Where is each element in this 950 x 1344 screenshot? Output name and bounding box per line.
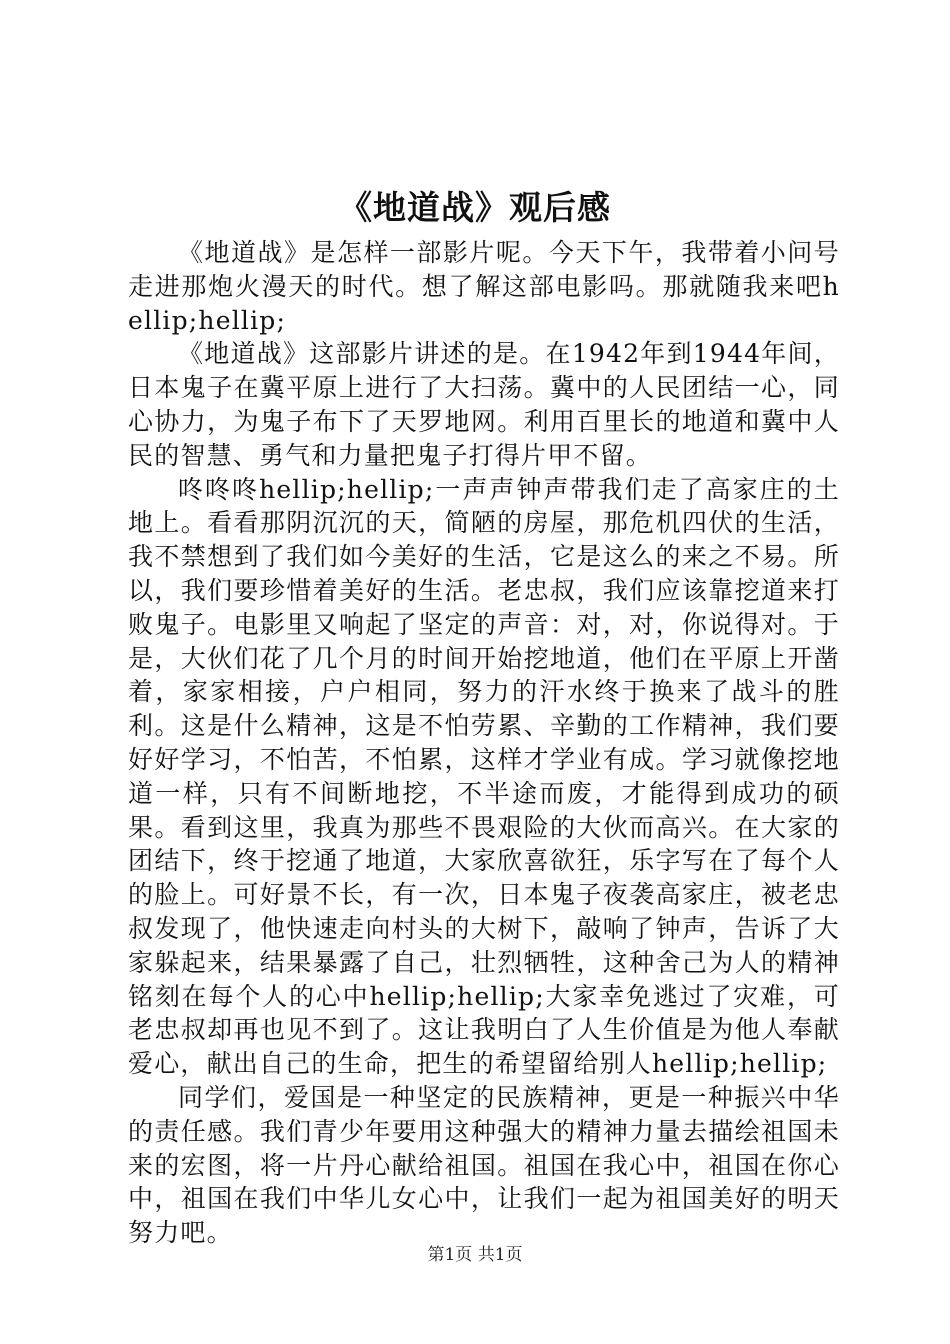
document-body	[128, 236, 840, 1250]
paragraph-1: 《地道战》是怎样一部影片呢。今天下午，我带着小问号走进那炮火漫天的时代。想了解这部电影吗。那就随我来吧hellip;hellip;	[128, 238, 840, 335]
document-title: 《地道战》观后感	[339, 188, 611, 227]
paragraph-2: 《地道战》这部影片讲述的是。在1942年到1944年间，日本鬼子在冀平原上进行了大扫荡。冀中的人民团结一心，同心协力，为鬼子布下了天罗地网。利用百里长的地道和冀中人民的智慧、勇气和力量把鬼子打得片甲不留。	[128, 339, 840, 470]
paragraph-4: 同学们，爱国是一种坚定的民族精神，更是一种振兴中华的责任感。我们青少年要用这种强大的精神力量去描绘祖国未来的宏图，将一片丹心献给祖国。祖国在我心中，祖国在你心中，祖国在我们中华儿女心中，让我们一起为祖国美好的明天努力吧。	[128, 1082, 840, 1248]
paragraph-3: 咚咚咚hellip;hellip;一声声钟声带我们走了高家庄的土地上。看看那阴沉沉的天，简陋的房屋，那危机四伏的生活，我不禁想到了我们如今美好的生活，它是这么的来之不易。所以，我们要珍惜着美好的生活。老忠叔，我们应该靠挖道来打败鬼子。电影里又响起了坚定的声音：对，对，你说得对。于是，大伙们花了几个月的时间开始挖地道，他们在平原上开凿着，家家相接，户户相同，努力的汗水终于换来了战斗的胜利。这是什么精神，这是不怕劳累、辛勤的工作精神，我们要好好学习，不怕苦，不怕累，这样才学业有成。学习就像挖地道一样，只有不间断地挖，不半途而废，才能得到成功的硕果。看到这里，我真为那些不畏艰险的大伙而高兴。在大家的团结下，终于挖通了地道，大家欣喜欲狂，乐字写在了每个人的脸上。可好景不长，有一次，日本鬼子夜袭高家庄，被老忠叔发现了，他快速走向村头的大树下，敲响了钟声，告诉了大家躲起来，结果暴露了自己，壮烈牺牲，这种舍己为人的精神铭刻在每个人的心中hellip;hellip;大家幸免逃过了灾难，可老忠叔却再也见不到了。这让我明白了人生价值是为他人奉献爱心，献出自己的生命，把生的希望留给别人hellip;hellip;	[128, 474, 840, 1079]
page-number-footer: 第1页 共1页	[427, 1245, 523, 1265]
